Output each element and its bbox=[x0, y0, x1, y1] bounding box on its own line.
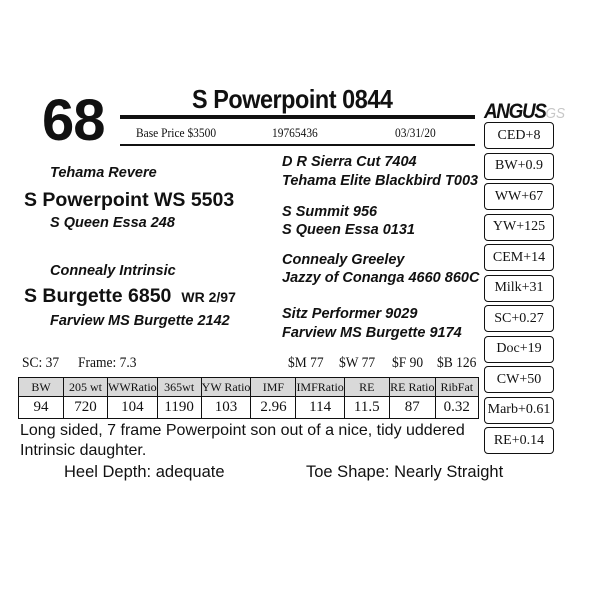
dam-sire-dam: Jazzy of Conanga 4660 860C bbox=[282, 270, 480, 286]
value-cell: 103 bbox=[201, 397, 251, 419]
header-cell: WWRatio bbox=[108, 378, 158, 397]
index-b: $B 126 bbox=[437, 355, 477, 371]
index-w: $W 77 bbox=[339, 355, 376, 371]
epd-bw: BW+0.9 bbox=[484, 153, 554, 180]
registration-number: 19765436 bbox=[272, 125, 318, 140]
epd-doc: Doc+19 bbox=[484, 336, 554, 363]
value-cell: 720 bbox=[64, 397, 108, 419]
dam-name: S Burgette 6850 bbox=[24, 285, 172, 307]
value-cell: 104 bbox=[108, 397, 158, 419]
performance-table bbox=[18, 377, 479, 419]
sire-sire-sire: D R Sierra Cut 7404 bbox=[282, 154, 417, 170]
dam-weaning-ratio: WR 2/97 bbox=[181, 289, 236, 305]
epd-marb: Marb+0.61 bbox=[484, 397, 554, 424]
scrotal-circumference: SC: 37 bbox=[22, 355, 60, 371]
index-m: $M 77 bbox=[288, 355, 324, 371]
sire-dam-sire: S Summit 956 bbox=[282, 204, 378, 220]
header-cell: YW Ratio bbox=[201, 378, 251, 397]
dam-dam-dam: Farview MS Burgette 9174 bbox=[282, 325, 462, 341]
sire: S Powerpoint WS 5503 bbox=[24, 189, 235, 211]
sire-sire-dam: Tehama Elite Blackbird T003 bbox=[282, 173, 479, 189]
performance-value-row bbox=[19, 397, 479, 419]
value-cell: 87 bbox=[389, 397, 435, 419]
header-cell: RE Ratio bbox=[389, 378, 435, 397]
lot-number: 68 bbox=[42, 88, 105, 153]
header-cell: IMF bbox=[251, 378, 296, 397]
value-cell: 1190 bbox=[157, 397, 201, 419]
sire-dam-dam: S Queen Essa 0131 bbox=[282, 222, 415, 238]
header-cell: RE bbox=[344, 378, 389, 397]
epd-cem: CEM+14 bbox=[484, 244, 554, 271]
index-f: $F 90 bbox=[392, 355, 424, 371]
value-cell: 0.32 bbox=[435, 397, 478, 419]
angus-gs-logo bbox=[484, 100, 565, 124]
header-cell: 205 wt bbox=[64, 378, 108, 397]
animal-name: S Powerpoint 0844 bbox=[192, 84, 393, 114]
epd-milk: Milk+31 bbox=[484, 275, 554, 302]
value-cell: 2.96 bbox=[251, 397, 296, 419]
logo-suffix: GS bbox=[545, 105, 566, 122]
comments: Long sided, 7 frame Powerpoint son out of a nice, tidy uddered Intrinsic daughter. bbox=[20, 422, 465, 459]
value-cell: 94 bbox=[19, 397, 64, 419]
value-cell: 11.5 bbox=[344, 397, 389, 419]
value-cell: 114 bbox=[296, 397, 344, 419]
toe-shape: Toe Shape: Nearly Straight bbox=[306, 463, 504, 481]
subheader-divider bbox=[120, 144, 475, 146]
epd-cw: CW+50 bbox=[484, 366, 554, 393]
base-price: Base Price $3500 bbox=[136, 125, 217, 140]
epd-re: RE+0.14 bbox=[484, 427, 554, 454]
heel-depth: Heel Depth: adequate bbox=[64, 463, 225, 481]
epd-yw: YW+125 bbox=[484, 214, 554, 241]
logo-main: ANGUS bbox=[484, 100, 546, 123]
sire-dam: S Queen Essa 248 bbox=[50, 215, 175, 231]
title-divider bbox=[120, 115, 475, 119]
dam-dam: Farview MS Burgette 2142 bbox=[50, 313, 230, 329]
frame-score: Frame: 7.3 bbox=[78, 355, 137, 371]
header-cell: BW bbox=[19, 378, 64, 397]
header-cell: RibFat bbox=[435, 378, 478, 397]
epd-column bbox=[484, 122, 554, 458]
sire-sire: Tehama Revere bbox=[50, 165, 157, 181]
dam-sire-sire: Connealy Greeley bbox=[282, 252, 405, 268]
dam bbox=[24, 285, 236, 308]
header-cell: IMFRatio bbox=[296, 378, 344, 397]
epd-ww: WW+67 bbox=[484, 183, 554, 210]
header-cell: 365wt bbox=[157, 378, 201, 397]
epd-ced: CED+8 bbox=[484, 122, 554, 149]
performance-header-row bbox=[19, 378, 479, 397]
dam-sire: Connealy Intrinsic bbox=[50, 263, 176, 279]
epd-sc: SC+0.27 bbox=[484, 305, 554, 332]
birth-date: 03/31/20 bbox=[395, 125, 436, 140]
dam-dam-sire: Sitz Performer 9029 bbox=[282, 306, 418, 322]
